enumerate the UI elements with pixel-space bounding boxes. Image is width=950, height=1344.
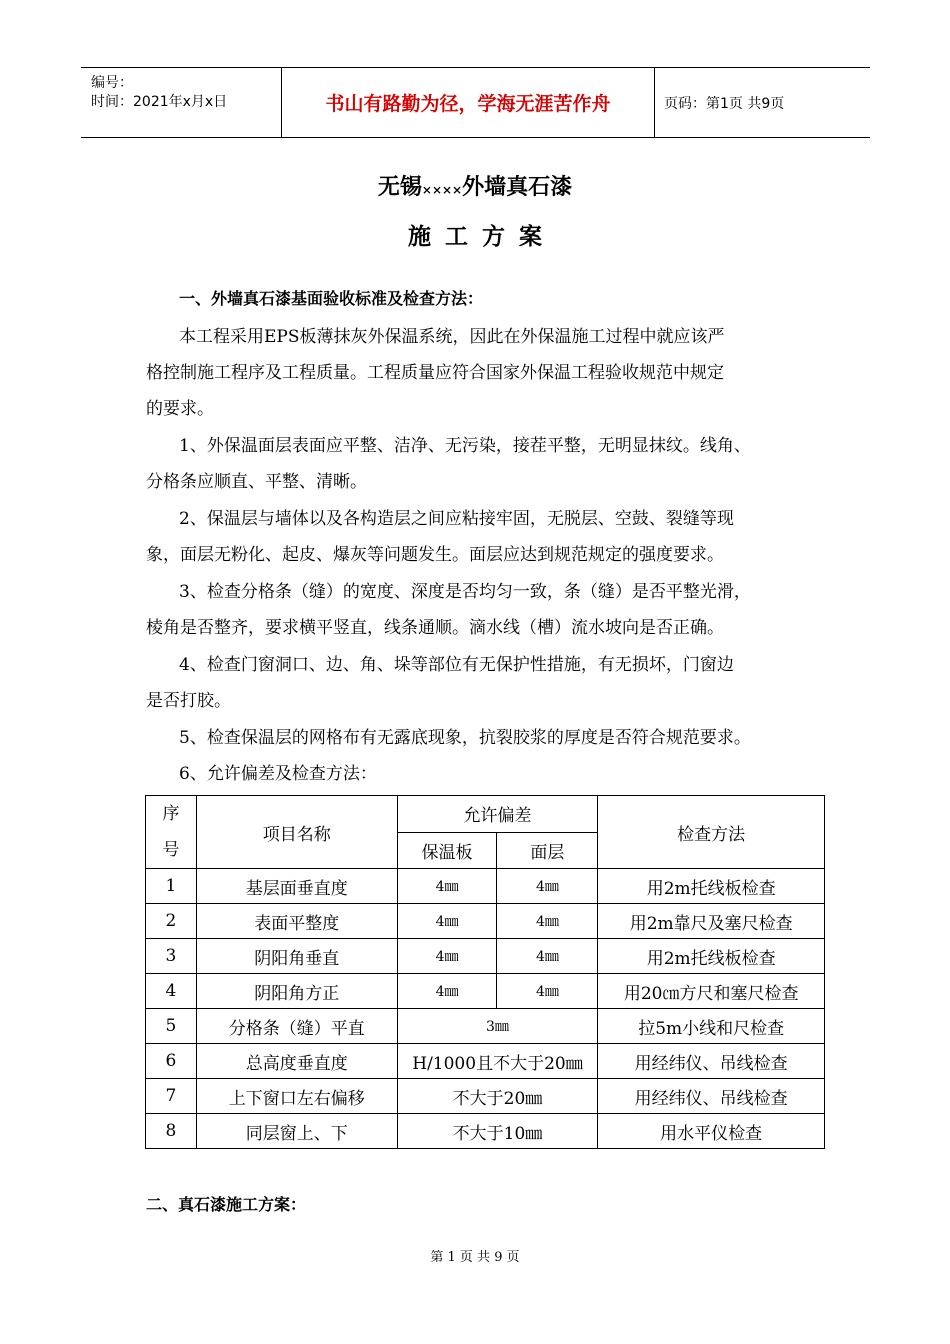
table-row — [146, 1044, 825, 1079]
paragraph-line: 分格条应顺直、平整、清晰。 — [146, 472, 367, 492]
cell-deviation: 不大于10㎜ — [397, 1114, 598, 1149]
cell-method: 用2m托线板检查 — [598, 939, 825, 974]
header-meta — [81, 68, 281, 137]
header-page-label: 页码：第1页 共9页 — [664, 95, 785, 112]
cell-item: 同层窗上、下 — [196, 1114, 397, 1149]
title-post: 外墙真石漆 — [462, 174, 573, 200]
cell-no: 3 — [146, 939, 197, 974]
cell-method: 用2m托线板检查 — [598, 869, 825, 904]
cell-board: 4㎜ — [397, 939, 497, 974]
cell-item: 表面平整度 — [196, 904, 397, 939]
paragraph-line: 的要求。 — [146, 399, 214, 419]
header-seq-bottom: 号 — [162, 840, 180, 860]
title-pre: 无锡 — [377, 174, 422, 200]
cell-no: 4 — [146, 974, 197, 1009]
paragraph-line: 是否打胶。 — [146, 691, 231, 711]
table-row — [146, 1079, 825, 1114]
cell-surface: 4㎜ — [497, 904, 598, 939]
paragraph-line: 2、保温层与墙体以及各构造层之间应粘接牢固，无脱层、空鼓、裂缝等现 — [179, 509, 734, 529]
cell-no: 6 — [146, 1044, 197, 1079]
paragraph-line: 本工程采用EPS板薄抹灰外保温系统，因此在外保温施工过程中就应该严 — [179, 327, 725, 347]
table-row — [146, 1114, 825, 1149]
paragraph-line: 5、检查保温层的网格布有无露底现象，抗裂胶浆的厚度是否符合规范要求。 — [179, 728, 751, 748]
cell-method: 用2m靠尺及塞尺检查 — [598, 904, 825, 939]
table-row — [146, 869, 825, 904]
cell-no: 5 — [146, 1009, 197, 1044]
cell-method: 用水平仪检查 — [598, 1114, 825, 1149]
paragraph-line: 3、检查分格条（缝）的宽度、深度是否均匀一致，条（缝）是否平整光滑， — [179, 582, 751, 602]
cell-no: 2 — [146, 904, 197, 939]
paragraph-line: 格控制施工程序及工程质量。工程质量应符合国家外保温工程验收规范中规定 — [146, 363, 724, 383]
header-seq-top: 序 — [162, 804, 180, 824]
cell-item: 上下窗口左右偏移 — [196, 1079, 397, 1114]
cell-method: 用经纬仪、吊线检查 — [598, 1044, 825, 1079]
cell-board: 4㎜ — [397, 974, 497, 1009]
table-row — [146, 939, 825, 974]
header-item: 项目名称 — [196, 796, 397, 869]
cell-item: 分格条（缝）平直 — [196, 1009, 397, 1044]
cell-no: 1 — [146, 869, 197, 904]
cell-deviation: 不大于20㎜ — [397, 1079, 598, 1114]
doc-time-label: 时间：2021年x月x日 — [91, 94, 228, 110]
header-method: 检查方法 — [598, 796, 825, 869]
document-subtitle: 施工方案 — [408, 223, 556, 250]
cell-surface: 4㎜ — [497, 869, 598, 904]
cell-board: 4㎜ — [397, 904, 497, 939]
header-seq — [146, 796, 197, 869]
cell-item: 阴阳角垂直 — [196, 939, 397, 974]
paragraph-line: 6、允许偏差及检查方法： — [179, 764, 377, 784]
cell-method: 用20㎝方尺和塞尺检查 — [598, 974, 825, 1009]
cell-surface: 4㎜ — [497, 939, 598, 974]
paragraph-line: 4、检查门窗洞口、边、角、垛等部位有无保护性措施，有无损坏，门窗边 — [179, 655, 734, 675]
table-row — [146, 1009, 825, 1044]
cell-method: 拉5m小线和尺检查 — [598, 1009, 825, 1044]
header-slogan: 书山有路勤为径，学海无涯苦作舟 — [281, 68, 655, 137]
document-title — [0, 170, 950, 201]
page-footer: 第 1 页 共 9 页 — [430, 1250, 520, 1265]
header-board: 保温板 — [397, 832, 497, 869]
section-1-heading: 一、外墙真石漆基面验收标准及检查方法： — [179, 289, 484, 308]
table-row — [146, 904, 825, 939]
table-header-row — [146, 796, 825, 833]
paragraph-line: 象，面层无粉化、起皮、爆灰等问题发生。面层应达到规范规定的强度要求。 — [146, 545, 724, 565]
title-placeholder: ×××× — [421, 183, 463, 197]
page-header — [81, 67, 870, 138]
paragraph-line: 1、外保温面层表面应平整、洁净、无污染，接茬平整，无明显抹纹。线角、 — [179, 436, 751, 456]
table-row — [146, 974, 825, 1009]
header-surface: 面层 — [497, 832, 598, 869]
cell-item: 基层面垂直度 — [196, 869, 397, 904]
cell-no: 7 — [146, 1079, 197, 1114]
cell-item: 阴阳角方正 — [196, 974, 397, 1009]
cell-method: 用经纬仪、吊线检查 — [598, 1079, 825, 1114]
cell-deviation: H/1000且不大于20㎜ — [397, 1044, 598, 1079]
doc-number-label: 编号： — [91, 75, 133, 91]
cell-item: 总高度垂直度 — [196, 1044, 397, 1079]
cell-deviation: 3㎜ — [397, 1009, 598, 1044]
cell-no: 8 — [146, 1114, 197, 1149]
section-2-heading: 二、真石漆施工方案： — [146, 1195, 307, 1214]
paragraph-line: 棱角是否整齐，要求横平竖直，线条通顺。滴水线（槽）流水坡向是否正确。 — [146, 618, 724, 638]
cell-board: 4㎜ — [397, 869, 497, 904]
header-page-info — [654, 68, 870, 137]
tolerance-table — [145, 795, 825, 1149]
header-deviation: 允许偏差 — [397, 796, 598, 833]
cell-surface: 4㎜ — [497, 974, 598, 1009]
